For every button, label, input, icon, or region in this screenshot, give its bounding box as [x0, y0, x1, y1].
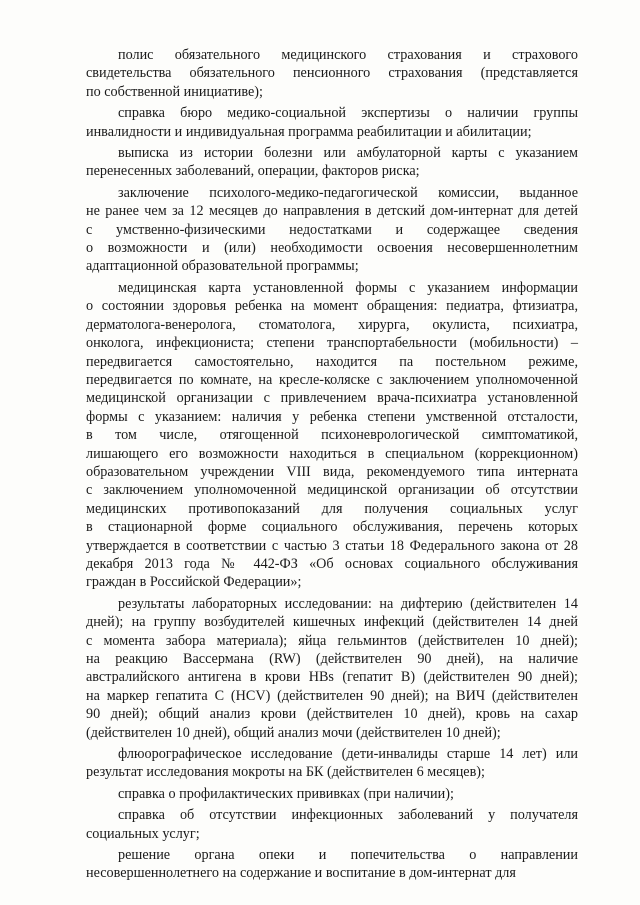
paragraph-line: образовательном учреждении VIII вида, рекомендуемого типа интерната [86, 463, 578, 480]
document-paragraph [86, 104, 578, 141]
paragraph-line: онколога, инфекциониста; степени транспортабельности (мобильности) – [86, 335, 578, 352]
paragraph-line: граждан в Российской Федерации»; [86, 574, 302, 591]
paragraph-line: с момента забора материала); яйца гельминтов (действителен 10 дней); [86, 632, 578, 649]
paragraph-line: утверждается в соответствии с частью 3 статьи 18 Федерального закона от 28 [86, 537, 578, 554]
paragraph-line: лишающего его возможности находиться в специальном (коррекционном) [86, 445, 578, 462]
document-body [86, 46, 578, 886]
document-paragraph [86, 785, 578, 803]
paragraph-line: формы с указанием: наличия у ребенка степени умственной отсталости, [86, 408, 578, 425]
paragraph-line: медицинской организации с привлечением врача-психиатра установленной [86, 390, 578, 407]
paragraph-line: медицинских противопоказаний для получения социальных услуг [86, 500, 578, 517]
paragraph-line: перенесенных заболеваний, операции, факторов риска; [86, 163, 420, 180]
paragraph-line: решение органа опеки и попечительства о направлении [118, 847, 578, 864]
paragraph-line: в том числе, отягощенной психоневрологической симптоматикой, [86, 427, 578, 444]
paragraph-line: заключение психолого-медико-педагогической комиссии, выданное [118, 184, 578, 201]
paragraph-line: (действителен 10 дней), общий анализ мочи (действителен 10 дней); [86, 724, 501, 741]
paragraph-line: на маркер гепатита С (HCV) (действителен 90 дней); на ВИЧ (действителен [86, 687, 578, 704]
paragraph-line: справка о профилактических прививках (при наличии); [118, 785, 454, 802]
paragraph-line: по собственной инициативе); [86, 83, 263, 100]
paragraph-line: декабря 2013 года № 442-ФЗ «Об основах социального обслуживания [86, 555, 578, 572]
paragraph-line: социальных услуг; [86, 825, 200, 842]
paragraph-line: несовершеннолетнего на содержание и воспитание в дом-интернат для [86, 865, 516, 882]
paragraph-line: с заключением уполномоченной медицинской организации об отсутствии [86, 482, 578, 499]
document-paragraph [86, 279, 578, 592]
document-paragraph [86, 46, 578, 101]
document-paragraph [86, 846, 578, 883]
paragraph-line: дней); на группу возбудителей кишечных инфекций (действителен 14 дней [86, 614, 578, 631]
paragraph-line: 90 дней); общий анализ крови (действителен 10 дней), кровь на сахар [86, 706, 578, 723]
paragraph-line: на реакцию Вассермана (RW) (действителен 90 дней), на наличие [86, 651, 578, 667]
paragraph-line: о возможности и (или) необходимости освоения несовершеннолетним [86, 240, 578, 257]
paragraph-line: передвигается самостоятельно, находится па постельном режиме, [86, 353, 578, 370]
document-paragraph [86, 184, 578, 276]
paragraph-line: флюорографическое исследование (дети-инвалиды старше 14 лет) или [118, 746, 578, 763]
paragraph-line: справка бюро медико-социальной экспертизы о наличии группы [118, 105, 578, 122]
document-paragraph [86, 745, 578, 782]
paragraph-line: о состоянии здоровья ребенка на момент обращения: педиатра, фтизиатра, [86, 298, 578, 315]
paragraph-line: дерматолога-венеролога, стоматолога, хирурга, окулиста, психиатра, [86, 316, 578, 333]
paragraph-line: результаты лабораторных исследовании: на дифтерию (действителен 14 [118, 595, 578, 612]
document-paragraph [86, 595, 578, 742]
paragraph-line: в стационарной форме социального обслуживания, перечень которых [86, 519, 578, 536]
paragraph-line: выписка из истории болезни или амбулаторной карты с указанием [118, 145, 578, 162]
paragraph-line: справка об отсутствии инфекционных заболеваний у получателя [118, 807, 578, 824]
paragraph-line: адаптационной образовательной программы; [86, 258, 359, 275]
paragraph-line: полис обязательного медицинского страхования и страхового [118, 47, 578, 63]
paragraph-line: свидетельства обязательного пенсионного страхования (представляется [86, 65, 578, 82]
paragraph-line: результат исследования мокроты на БК (действителен 6 месяцев); [86, 764, 485, 781]
paragraph-line: с умственно-физическими недостатками и содержащее сведения [86, 221, 578, 238]
paragraph-line: австралийского антигена в крови HBs (гепатит В) (действителен 90 дней); [86, 669, 578, 686]
paragraph-line: передвигается по комнате, на кресле-коляске с заключением уполномоченной [86, 371, 578, 388]
document-paragraph [86, 806, 578, 843]
paragraph-line: не ранее чем за 12 месяцев до направления в детский дом-интернат для детей [86, 203, 578, 220]
document-paragraph [86, 144, 578, 181]
paragraph-line: инвалидности и индивидуальная программа реабилитации и абилитации; [86, 123, 532, 140]
paragraph-line: медицинская карта установленной формы с указанием информации [118, 279, 578, 296]
